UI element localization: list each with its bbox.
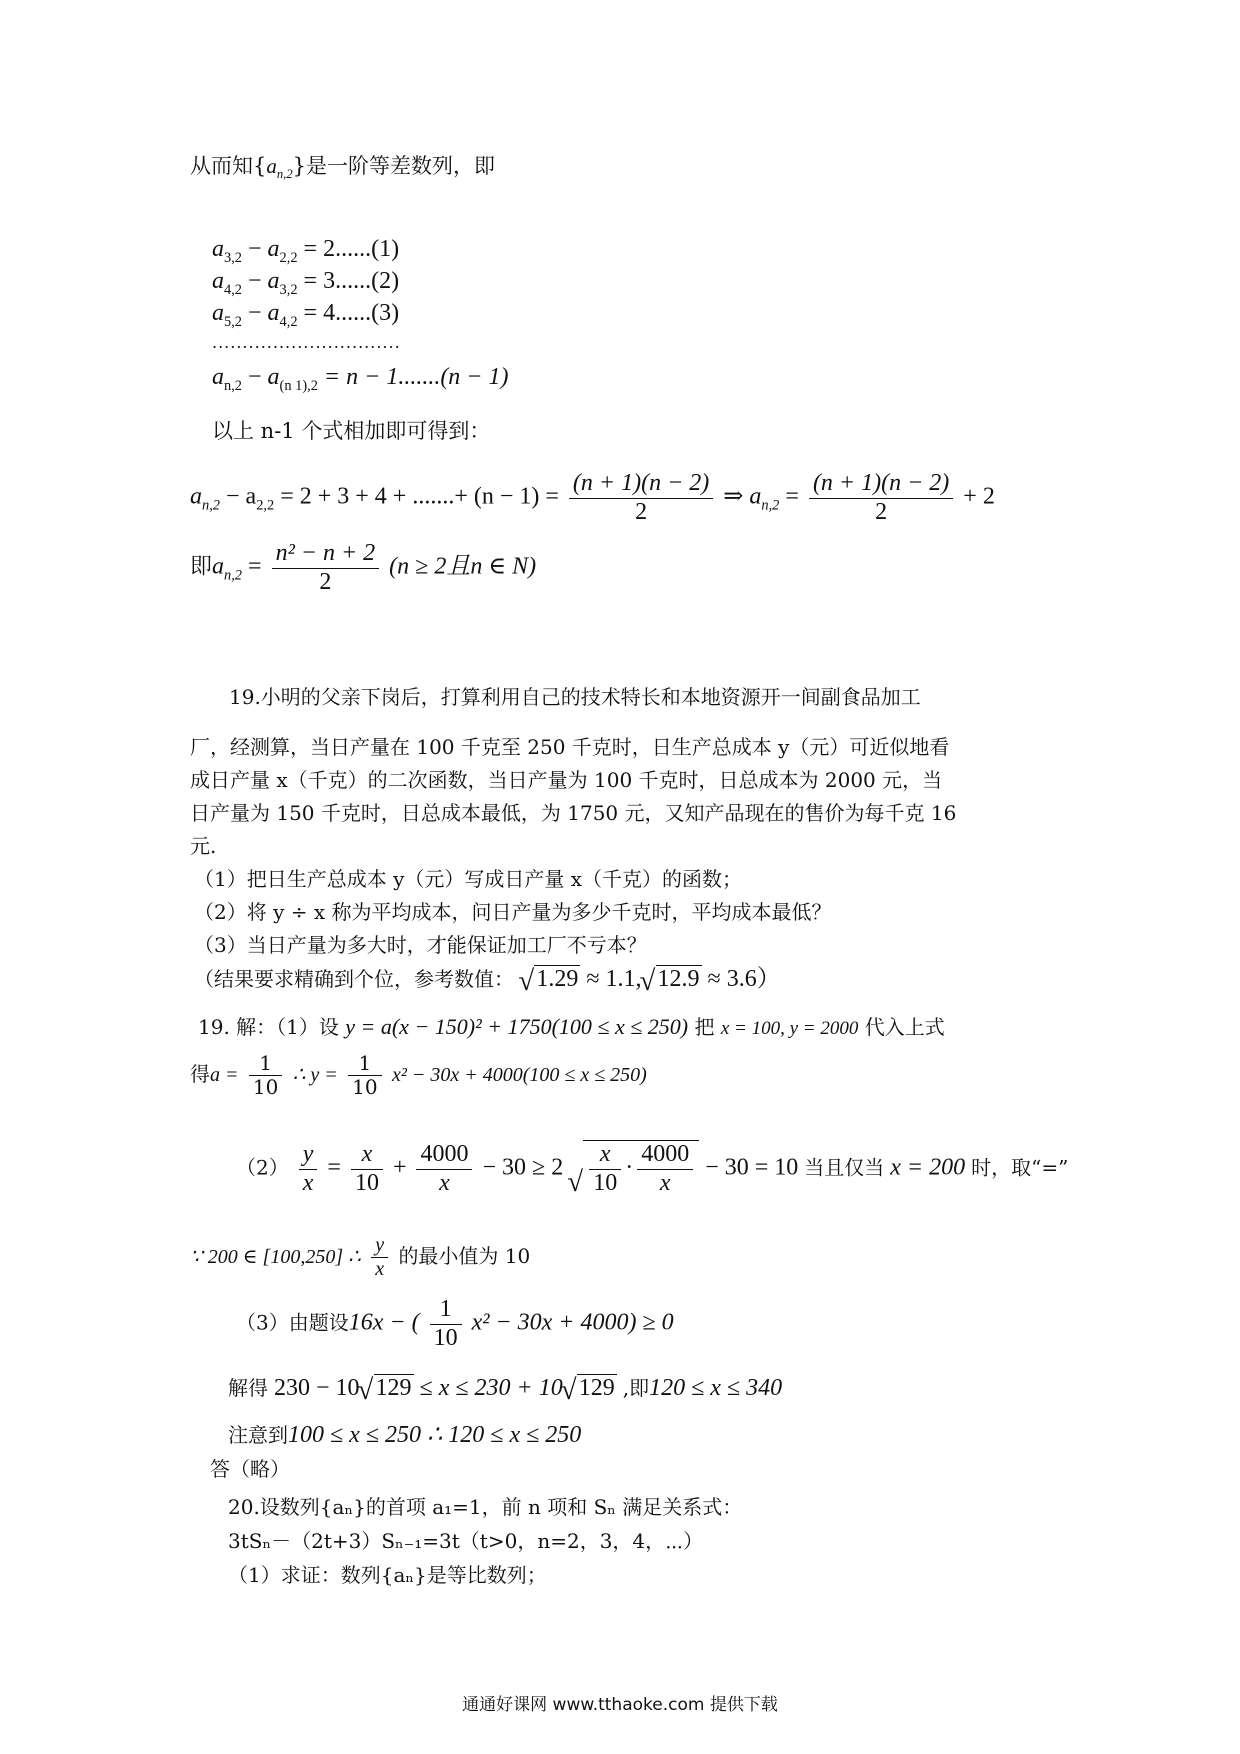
sol-tail: x² − 30x + 4000(100 ≤ x ≤ 250) bbox=[391, 1064, 647, 1086]
radicand: 12.9 bbox=[657, 966, 700, 992]
implies-arrow: ⇒ bbox=[723, 483, 744, 510]
sol-d: 120 ≤ x ≤ 340 bbox=[649, 1375, 783, 1401]
eq-var: a bbox=[212, 300, 224, 326]
sum-sub: n,2 bbox=[761, 497, 780, 514]
eq-sub: 2,2 bbox=[279, 249, 298, 266]
sol19-part1b bbox=[190, 1052, 647, 1099]
sum-fraction-2 bbox=[809, 470, 953, 526]
intro-text: 从而知{ bbox=[190, 154, 267, 178]
sol-a: 230 − 10 bbox=[274, 1375, 360, 1401]
dot: · bbox=[625, 1154, 634, 1181]
frac-num: y bbox=[299, 1141, 318, 1170]
sol19-part1 bbox=[198, 1014, 945, 1042]
answer-note: 答（略） bbox=[210, 1457, 290, 1481]
sol-formula: 100 ≤ x ≤ 250 ∴ 120 ≤ x ≤ 250 bbox=[288, 1422, 582, 1448]
sol-prefix: 19. 解：（1）设 bbox=[198, 1015, 339, 1039]
frac-den: 10 bbox=[352, 1075, 378, 1099]
sum-note: 以上 n-1 个式相加即可得到： bbox=[212, 419, 491, 443]
frac-num: 1 bbox=[249, 1052, 282, 1076]
sol-tail: − 30 = 10 bbox=[705, 1154, 799, 1181]
sol-end: 代入上式 bbox=[864, 1015, 945, 1039]
eq-sub: 3,2 bbox=[279, 281, 298, 298]
p19-q2: （2）将 y ÷ x 称为平均成本，问日产量为多少千克时，平均成本最低？ bbox=[194, 900, 832, 924]
note-prefix: （结果要求精确到个位，参考数值： bbox=[194, 967, 514, 991]
frac-num: (n + 1)(n − 2) bbox=[809, 470, 953, 499]
ji-sub: n,2 bbox=[224, 567, 243, 584]
note-mid: ≈ 1.1, bbox=[586, 966, 642, 992]
p19-line-4: 日产量为 150 千克时，日总成本最低，为 1750 元，又知产品现在的售价为每千克 16 bbox=[190, 801, 957, 825]
sol-end: 时，取“=” bbox=[971, 1155, 1069, 1180]
frac-num: √ x bbox=[589, 1141, 621, 1170]
frac-num: 1 bbox=[348, 1052, 381, 1076]
frac-1-10-c bbox=[430, 1296, 462, 1352]
sol19-part3 bbox=[236, 1296, 674, 1352]
sol-c: ,即 bbox=[622, 1376, 650, 1400]
sol-prefix: 得 bbox=[190, 1062, 210, 1086]
plus: + bbox=[392, 1154, 407, 1181]
equals: = bbox=[327, 1154, 341, 1181]
p19-note bbox=[194, 965, 781, 992]
frac-num: 4000 bbox=[416, 1141, 472, 1170]
frac-num: (n + 1)(n − 2) bbox=[569, 470, 713, 499]
eq-var: a bbox=[212, 268, 224, 294]
frac-num: x bbox=[351, 1141, 383, 1170]
intro-var: a bbox=[266, 154, 277, 178]
eq-rhs: = 4......(3) bbox=[303, 300, 400, 326]
sqrt-product bbox=[569, 1140, 699, 1197]
dotted-row: ............................... bbox=[212, 333, 401, 352]
eq-line-last: $a_{n,2} - a_{(n 1),2} = n - 1.......(n - 1)$ bbox=[212, 364, 509, 394]
frac-den: x bbox=[375, 1258, 385, 1280]
radicand: 1.29 bbox=[536, 966, 579, 992]
radicand: 129 bbox=[375, 1375, 412, 1401]
frac-x-10 bbox=[351, 1141, 383, 1197]
eq-var: a bbox=[212, 236, 224, 262]
frac-4000-x bbox=[416, 1141, 472, 1197]
p20-line-2: 3tSₙ－（2t+3）Sₙ₋₁=3t（t>0，n=2，3，4，⋯） bbox=[228, 1529, 704, 1553]
eq-rhs: = 2......(1) bbox=[303, 236, 400, 262]
eq-sub: 5,2 bbox=[224, 313, 242, 330]
frac-num: y bbox=[371, 1234, 388, 1258]
frac-num: 1 bbox=[430, 1296, 462, 1325]
sol-prefix: 注意到 bbox=[228, 1423, 288, 1447]
sol-text: 当且仅当 bbox=[804, 1155, 885, 1180]
ji-prefix: 即 bbox=[190, 554, 213, 580]
ji-condition: (n ≥ 2且n ∈ N) bbox=[389, 553, 537, 580]
sol-b: ≤ x ≤ 230 + 10 bbox=[419, 1375, 563, 1401]
sum-equation bbox=[190, 470, 995, 526]
sol19-part2b bbox=[190, 1234, 530, 1281]
sum-var: a bbox=[190, 483, 202, 510]
p20-line-3: （1）求证：数列{aₙ}是等比数列； bbox=[228, 1563, 547, 1587]
sol-sub: x = 100, y = 2000 bbox=[720, 1018, 859, 1039]
eq-sub: 3,2 bbox=[224, 249, 242, 266]
eq-sub: 4,2 bbox=[224, 281, 242, 298]
sol-end: 的最小值为 10 bbox=[398, 1244, 531, 1268]
geq: − 30 ≥ 2 bbox=[482, 1154, 564, 1181]
p19-line-5: 元. bbox=[190, 834, 217, 858]
sol-mid: 把 bbox=[694, 1015, 715, 1039]
eq-rhs: = n − 1.......(n − 1) bbox=[323, 364, 509, 390]
eq-sub: 4,2 bbox=[279, 313, 298, 330]
sol-tail: x² − 30x + 4000) ≥ 0 bbox=[471, 1309, 674, 1336]
sqrt-129-b bbox=[563, 1374, 617, 1401]
eq-rhs: = 3......(2) bbox=[303, 268, 400, 294]
sum-left-sub: 2,2 bbox=[256, 497, 275, 514]
sol-a: a = bbox=[210, 1064, 239, 1086]
ji-fraction bbox=[272, 540, 380, 596]
eq-var: a bbox=[212, 364, 224, 390]
frac-1-10-b bbox=[348, 1052, 381, 1099]
frac-num: n² − n + 2 bbox=[272, 540, 380, 569]
eq-line-2: $a_{4,2} - a_{3,2} = 3......(2)$ bbox=[212, 268, 400, 298]
equals: = bbox=[785, 483, 799, 510]
p19-q3: （3）当日产量为多大时，才能保证加工厂不亏本？ bbox=[194, 933, 647, 957]
sol-prefix: ∵ 200 ∈ [100,250] ∴ bbox=[190, 1246, 361, 1268]
note-end: ≈ 3.6） bbox=[707, 966, 781, 992]
p19-line-1: 19.小明的父亲下岗后，打算利用自己的技术特长和本地资源开一间副食品加工 bbox=[229, 685, 921, 709]
frac-den: 10 bbox=[354, 1169, 379, 1196]
frac-num: 4000 bbox=[637, 1141, 693, 1170]
eq-line-3: $a_{5,2} - a_{4,2} = 4......(3)$ bbox=[212, 300, 400, 330]
sol19-part3c bbox=[228, 1422, 581, 1448]
eq-var: a bbox=[267, 268, 280, 294]
sol19-part2 bbox=[236, 1140, 1068, 1197]
eq-line-1: $a_{3,2} - a_{2,2} = 2......(1)$ bbox=[212, 236, 400, 266]
sum-left: − a bbox=[226, 483, 257, 510]
sqrt-2 bbox=[642, 965, 702, 992]
frac-den: 2 bbox=[635, 498, 648, 525]
frac-den: x bbox=[302, 1169, 314, 1196]
sol-lhs: 16x − ( bbox=[348, 1309, 420, 1336]
sqrt-1 bbox=[520, 965, 580, 992]
p19-line-3: 成日产量 x（千克）的二次函数，当日产量为 100 千克时，日总成本为 2000 元，当 bbox=[190, 768, 943, 792]
sum-var: a bbox=[749, 483, 762, 510]
frac-den: 10 bbox=[252, 1075, 279, 1099]
ji-var: a bbox=[212, 553, 225, 580]
frac-den: 2 bbox=[319, 568, 332, 595]
page-footer: 通通好课网 www.tthaoke.com 提供下载 bbox=[462, 1695, 778, 1715]
radicand: 129 bbox=[578, 1375, 615, 1401]
frac-den: x bbox=[659, 1169, 671, 1196]
eq-sub: n,2 bbox=[224, 377, 242, 394]
sol-cond: x = 200 bbox=[890, 1154, 966, 1181]
frac-1-10 bbox=[249, 1052, 282, 1099]
sol19-part3b bbox=[228, 1374, 782, 1401]
p19-q1: （1）把日生产总成本 y（元）写成日产量 x（千克）的函数； bbox=[194, 867, 743, 891]
eq-var: a bbox=[267, 364, 280, 390]
ji-eq: = bbox=[248, 553, 262, 580]
intro-text-after: }是一阶等差数列，即 bbox=[292, 154, 495, 178]
p20-line-1: 20.设数列{aₙ}的首项 a₁=1，前 n 项和 Sₙ 满足关系式： bbox=[228, 1495, 743, 1519]
sol-prefix: （3）由题设 bbox=[236, 1310, 349, 1335]
ji-equation bbox=[190, 540, 536, 596]
sol-formula: y = a(x − 150)² + 1750(100 ≤ x ≤ 250) bbox=[345, 1014, 689, 1039]
therefore: ∴ y = bbox=[292, 1064, 338, 1086]
frac-den: 10 bbox=[433, 1324, 458, 1351]
sol-prefix: 解得 bbox=[228, 1376, 268, 1400]
intro-line bbox=[190, 153, 495, 187]
sum-sub: n,2 bbox=[202, 497, 220, 514]
p19-line-2: 厂，经测算，当日产量在 100 千克至 250 千克时，日生产总成本 y（元）可近似地看 bbox=[190, 735, 950, 759]
eq-var: a bbox=[267, 236, 280, 262]
sol-prefix: （2） bbox=[236, 1155, 289, 1180]
sum-middle: = 2 + 3 + 4 + .......+ (n − 1) = bbox=[280, 483, 559, 510]
eq-sub: (n 1),2 bbox=[279, 377, 318, 394]
sqrt-129 bbox=[360, 1374, 414, 1401]
sum-tail: + 2 bbox=[963, 483, 995, 510]
frac-y-x-b bbox=[371, 1234, 388, 1281]
frac-den: x bbox=[439, 1169, 450, 1196]
frac-den: 10 bbox=[593, 1169, 618, 1196]
eq-var: a bbox=[267, 300, 280, 326]
frac-y-x bbox=[299, 1141, 318, 1197]
intro-sub: n,2 bbox=[276, 167, 293, 182]
sum-fraction bbox=[569, 470, 713, 526]
frac-den: 2 bbox=[875, 498, 888, 525]
